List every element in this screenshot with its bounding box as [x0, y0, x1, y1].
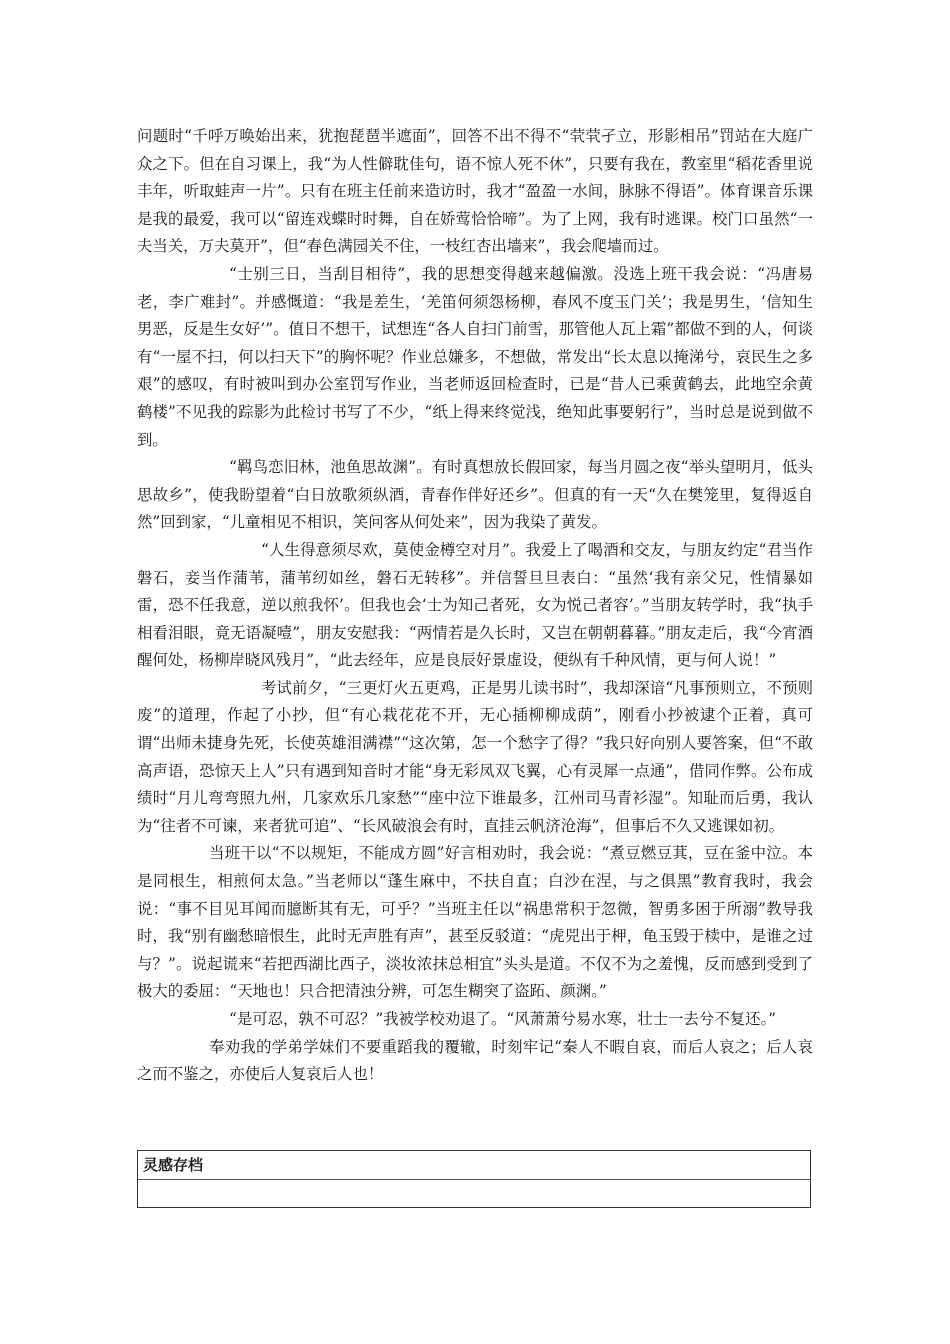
paragraph-thoughts: “士别三日，当刮目相待”，我的思想变得越来越偏激。没选上班干我会说：“冯唐易老，李广难封”。并感慨道：“我是差生，‘羌笛何须怨杨柳，春风不度玉门关’；我是男生，‘信知生男恶，反是生女好’”。值日不想干，试想连“各人自扫门前雪，那管他人瓦上霜”都做不到的人，何谈有“一屋不扫，何以扫天下”的胸怀呢？作业总嫌多，不想做，常发出“长太息以掩涕兮，哀民生之多艰”的感叹，有时被叫到办公室罚写作业，当老师返回检查时，已是“昔人已乘黄鹤去，此地空余黄鹤楼”不见我的踪影为此检讨书写了不少，“纸上得来终觉浅，绝知此事要躬行”，当时总是说到做不到。: [137, 264, 813, 449]
paragraph-expelled: “是可忍，孰不可忍？”我被学校劝退了。“风萧萧兮易水寒，壮士一去兮不复还。”: [229, 1010, 777, 1028]
paragraph-friends: “人生得意须尽欢，莫使金樽空对月”。我爱上了喝酒和交友，与朋友约定“君当作磐石，妾当作蒲苇，蒲苇纫如丝，磐石无转移”。并信誓旦旦表白：“虽然‘我有亲父兄，性情暴如雷，恐不任我意，逆以煎我怀’。但我也会‘士为知己者死，女为悦己者容’。”当朋友转学时，我“执手相看泪眼，竟无语凝噎”，朋友安慰我：“两情若是久长时，又岂在朝朝暮暮。”朋友走后，我“今宵酒醒何处，杨柳岸晓风残月”，“此去经年，应是良辰好景虚设，便纵有千种风情，更与何人说！”: [137, 540, 813, 670]
essay-body: [137, 123, 813, 1089]
archive-divider: [138, 1179, 810, 1180]
paragraph-advice: 奉劝我的学弟学妹们不要重蹈我的覆辙，时刻牢记“秦人不暇自哀，而后人哀之；后人哀之而不鉴之，亦使后人复哀后人也！: [137, 1037, 813, 1084]
archive-title: 灵感存档: [143, 1156, 204, 1174]
paragraph-classroom: 问题时“千呼万唤始出来，犹抱琵琶半遮面”，回答不出不得不“茕茕孑立，形影相吊”罚站在大庭广众之下。但在自习课上，我“为人性僻耽佳句，语不惊人死不休”，只要有我在，教室里“稻花香里说丰年，听取蛙声一片”。只有在班主任前来造访时，我才“盈盈一水间，脉脉不得语”。体育课音乐课是我的最爱，我可以“留连戏蝶时时舞，自在娇莺恰恰啼”。为了上网，我有时逃课。校门口虽然“一夫当关，万夫莫开”，但“春色满园关不住，一枝红杏出墙来”，我会爬墙而过。: [137, 127, 813, 256]
paragraph-excuses: 当班干以“不以规矩，不能成方圆”好言相劝时，我会说：“煮豆燃豆萁，豆在釜中泣。本是同根生，相煎何太急。”当老师以“蓬生麻中，不扶自直；白沙在涅，与之俱黑”教育我时，我会说：“事不目见耳闻而臆断其有无，可乎？”当班主任以“祸患常积于忽微，智勇多困于所溺”教导我时，我“别有幽愁暗恨生，此时无声胜有声”，甚至反驳道：“虎兕出于柙，龟玉毁于椟中，是谁之过与？”。说起谎来“若把西湖比西子，淡妆浓抹总相宜”头头是道。不仅不为之羞愧，反而感到受到了极大的委屈：“天地也！只合把清浊分辨，可怎生糊突了盗跖、颜渊。”: [137, 844, 813, 1001]
paragraph-exam: 考试前夕，“三更灯火五更鸡，正是男儿读书时”，我却深谙“凡事预则立，不预则废”的道理，作起了小抄，但“有心栽花花不开，无心插柳柳成荫”，刚看小抄被逮个正着，真可谓“出师未捷身先死，长使英雄泪满襟”“这次第，怎一个愁字了得？”我只好向别人要答案，但“不敢高声语，恐惊天上人”只有遇到知音时才能“身无彩凤双飞翼，心有灵犀一点通”，借同作弊。公布成绩时“月儿弯弯照九州，几家欢乐几家愁”“座中泣下谁最多，江州司马青衫湿”。知耻而后勇，我认为“往者不可谏，来者犹可追”、“长风破浪会有时，直挂云帆济沧海”，但事后不久又逃课如初。: [137, 678, 813, 835]
paragraph-homesick: “羁鸟恋旧林，池鱼思故渊”。有时真想放长假回家，每当月圆之夜“举头望明月，低头思故乡”，使我盼望着“白日放歌须纵酒，青春作伴好还乡”。但真的有一天“久在樊笼里，复得返自然”回到家，“儿童相见不相识，笑问客从何处来”，因为我染了黄发。: [137, 458, 813, 532]
inspiration-archive-box: [137, 1150, 811, 1208]
